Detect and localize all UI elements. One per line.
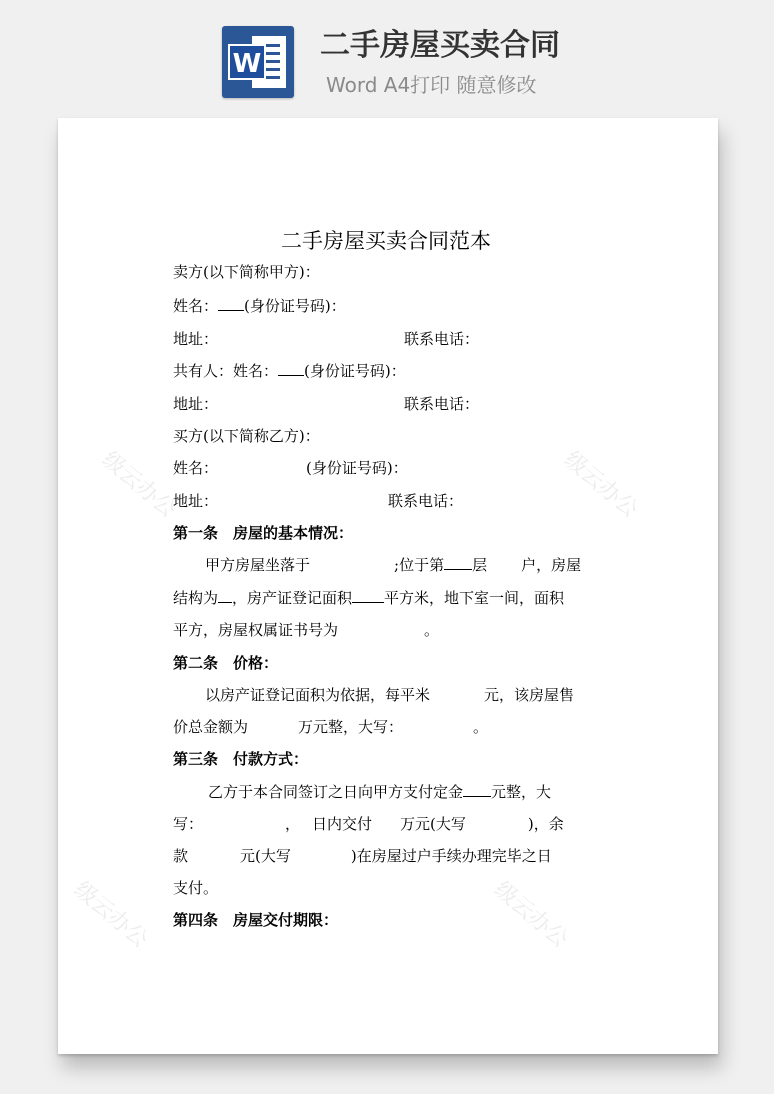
buyer-phone-label: 联系电话： bbox=[388, 492, 464, 510]
article1-line2 bbox=[173, 588, 564, 608]
article2-text: 。 bbox=[473, 718, 489, 736]
watermark: 级云办公 bbox=[558, 447, 643, 523]
seller-address-label: 地址： bbox=[173, 330, 219, 348]
coowner-id-label: (身份证号码)： bbox=[304, 362, 406, 380]
article1-text: 甲方房屋坐落于 bbox=[205, 556, 311, 574]
article3-text: )在房屋过户手续办理完毕之日 bbox=[350, 847, 552, 865]
seller-id-label: (身份证号码)： bbox=[244, 297, 346, 315]
article3-heading: 第三条 付款方式： bbox=[173, 750, 309, 768]
article3-text: 万元(大写 bbox=[400, 815, 466, 833]
document-page bbox=[58, 118, 718, 1054]
seller-phone-label: 联系电话： bbox=[404, 330, 480, 348]
deposit-blank[interactable] bbox=[463, 782, 491, 797]
word-icon-letter: W bbox=[228, 44, 266, 80]
seller-heading: 卖方(以下简称甲方)： bbox=[173, 263, 320, 281]
article2-heading: 第二条 价格： bbox=[173, 654, 279, 672]
article1-text: ，房产证登记面积 bbox=[232, 589, 353, 607]
seller-name-line bbox=[173, 296, 346, 316]
article1-text: 。 bbox=[424, 621, 440, 639]
article3-text: 乙方于本合同签订之日向甲方支付定金 bbox=[208, 783, 464, 801]
article3-text: 元整，大 bbox=[491, 783, 552, 801]
article1-text: 平方米，地下室一间，面积 bbox=[384, 589, 565, 607]
buyer-name-label: 姓名： bbox=[173, 459, 219, 477]
article2-text: 万元整，大写： bbox=[298, 718, 404, 736]
document-title: 二手房屋买卖合同范本 bbox=[281, 229, 491, 253]
article2-line1 bbox=[205, 685, 574, 705]
article2-text: 以房产证登记面积为依据，每平米 bbox=[205, 686, 431, 704]
article1-line1 bbox=[205, 555, 581, 575]
article1-text: 结构为 bbox=[173, 589, 219, 607]
article3-text: 款 bbox=[173, 847, 189, 865]
article1-text: ;位于第 bbox=[394, 556, 445, 574]
coowner-address-label: 地址： bbox=[173, 395, 219, 413]
article2-text: 价总金额为 bbox=[173, 718, 249, 736]
article1-text: 平方，房屋权属证书号为 bbox=[173, 621, 339, 639]
header-title: 二手房屋买卖合同 bbox=[320, 28, 560, 63]
article3-line3 bbox=[173, 846, 552, 866]
article3-line1 bbox=[208, 782, 551, 802]
article3-text: 元(大写 bbox=[240, 847, 291, 865]
word-icon bbox=[222, 26, 294, 98]
header-subtitle: Word A4打印 随意修改 bbox=[326, 73, 537, 97]
buyer-id-label: (身份证号码)： bbox=[306, 459, 408, 477]
article3-text: 写： bbox=[173, 815, 204, 833]
article1-line3 bbox=[173, 620, 439, 640]
seller-name-label: 姓名： bbox=[173, 297, 219, 315]
article2-line2 bbox=[173, 717, 488, 737]
coowner-name-blank[interactable] bbox=[278, 361, 304, 376]
article2-text: 元，该房屋售 bbox=[484, 686, 575, 704]
article3-line2 bbox=[173, 814, 564, 834]
seller-name-blank[interactable] bbox=[218, 296, 244, 311]
watermark: 级云办公 bbox=[68, 877, 153, 953]
article3-text: ， bbox=[285, 815, 301, 833]
buyer-address-label: 地址： bbox=[173, 492, 219, 510]
watermark: 级云办公 bbox=[488, 877, 573, 953]
header-banner bbox=[0, 0, 774, 118]
article3-text: )，余 bbox=[527, 815, 564, 833]
article3-text: 日内交付 bbox=[312, 815, 373, 833]
article1-text: 层 bbox=[472, 556, 488, 574]
buyer-heading: 买方(以下简称乙方)： bbox=[173, 427, 320, 445]
article1-heading: 第一条 房屋的基本情况： bbox=[173, 524, 354, 542]
coowner-phone-label: 联系电话： bbox=[404, 395, 480, 413]
floor-blank[interactable] bbox=[444, 555, 472, 570]
coowner-line bbox=[173, 361, 406, 381]
watermark: 级云办公 bbox=[96, 447, 181, 523]
article4-heading: 第四条 房屋交付期限： bbox=[173, 911, 339, 929]
area-blank[interactable] bbox=[352, 588, 384, 603]
structure-blank[interactable] bbox=[218, 588, 232, 603]
article1-text: 户，房屋 bbox=[521, 556, 582, 574]
article3-line4: 支付。 bbox=[173, 879, 219, 897]
coowner-label: 共有人：姓名： bbox=[173, 362, 279, 380]
